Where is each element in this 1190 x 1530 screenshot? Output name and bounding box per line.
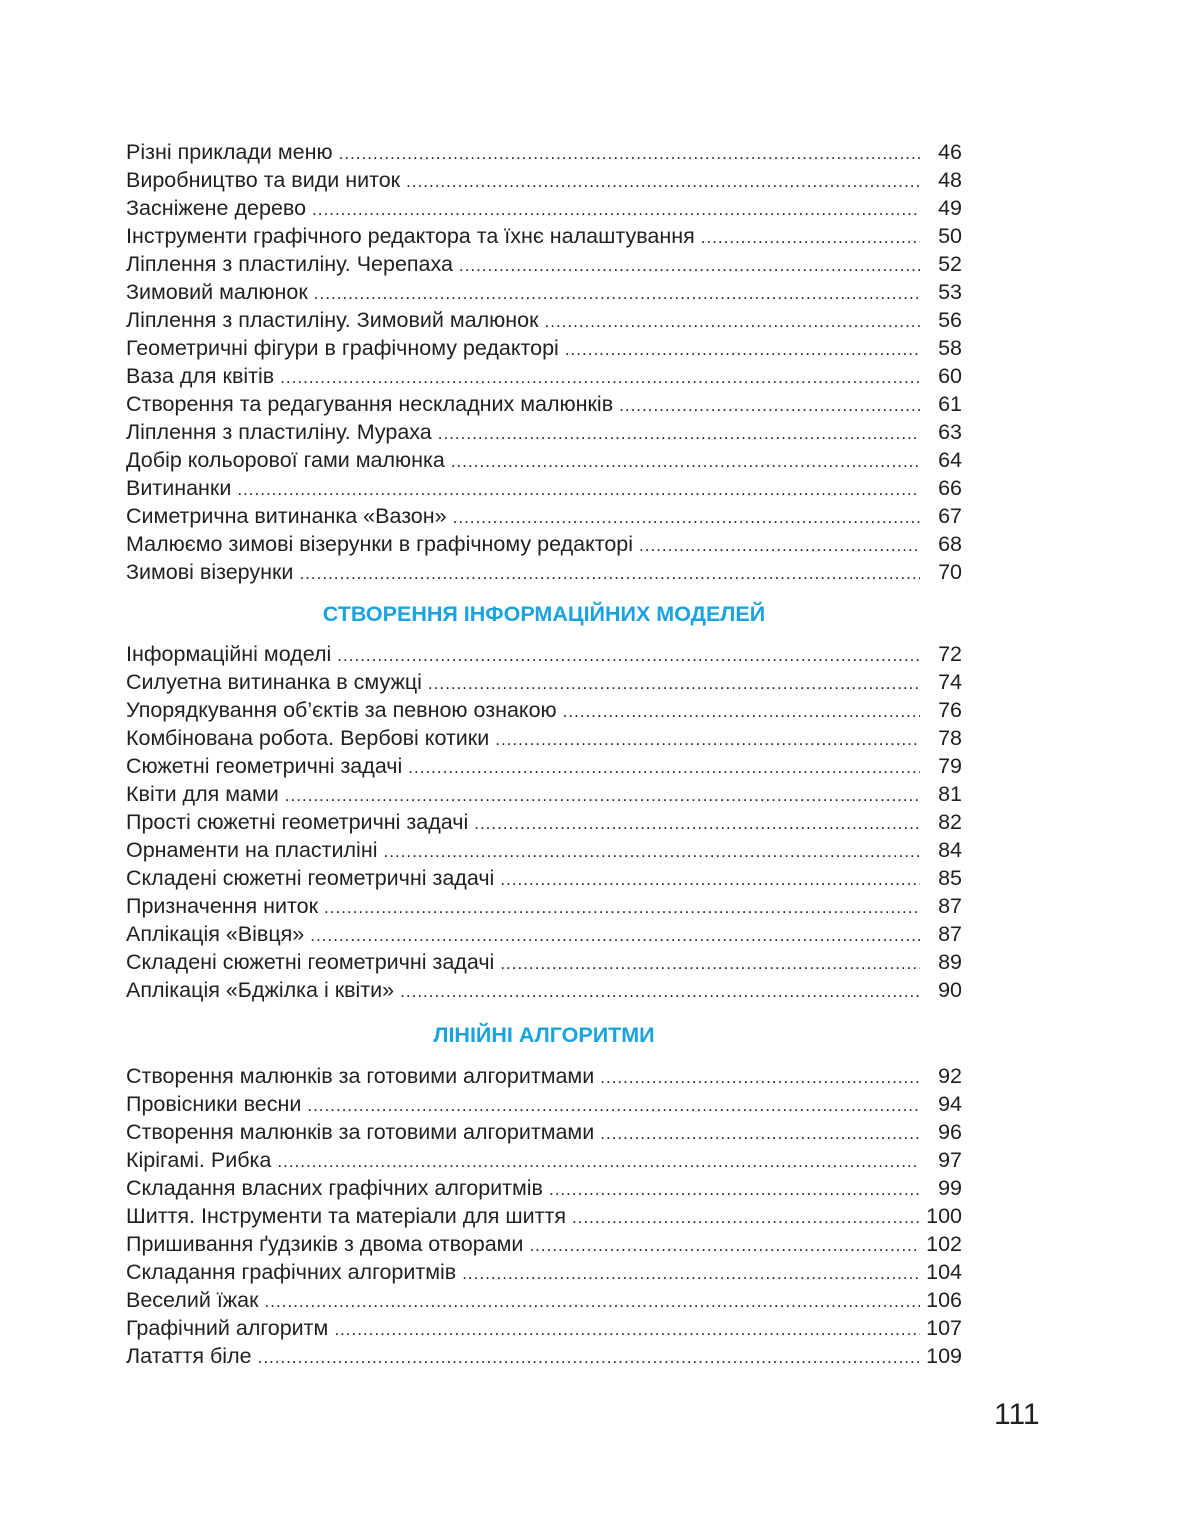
toc-entry (126, 306, 962, 334)
toc-entry-title: Зимові візерунки (126, 560, 294, 584)
dot-leader (495, 726, 920, 754)
toc-entry-page: 63 (938, 420, 962, 444)
toc-entry (126, 1286, 962, 1314)
toc-entry (126, 390, 962, 418)
toc-entry (126, 640, 962, 668)
dot-leader (500, 866, 920, 894)
toc-entry-page: 74 (938, 670, 962, 694)
toc-entry-title: Геометричні фігури в графічному редакторі (126, 336, 559, 360)
toc-entry (126, 474, 962, 502)
toc-entry-title: Силуетна витинанка в смужці (126, 670, 422, 694)
toc-entry (126, 836, 962, 864)
toc-entry-page: 100 (926, 1204, 962, 1228)
toc-entry-title: Прості сюжетні геометричні задачі (126, 810, 469, 834)
toc-entry-page: 53 (938, 280, 962, 304)
dot-leader (639, 532, 920, 560)
toc-entry-page: 102 (926, 1232, 962, 1256)
dot-leader (701, 224, 920, 252)
toc-entry-title: Сюжетні геометричні задачі (126, 754, 403, 778)
dot-leader (600, 1064, 920, 1092)
toc-entry-page: 87 (938, 922, 962, 946)
toc-entry (126, 138, 962, 166)
toc-entry-page: 89 (938, 950, 962, 974)
toc-entry-title: Виробництво та види ниток (126, 168, 401, 192)
toc-entry-page: 56 (938, 308, 962, 332)
toc-entry-page: 79 (938, 754, 962, 778)
dot-leader (299, 560, 920, 588)
dot-leader (285, 782, 920, 810)
section-heading-linear-algorithms: ЛІНІЙНІ АЛГОРИТМИ (433, 1023, 655, 1047)
toc-entry-page: 68 (938, 532, 962, 556)
toc-group-2 (126, 640, 962, 1004)
dot-leader (277, 1148, 920, 1176)
toc-entry-page: 61 (938, 392, 962, 416)
dot-leader (312, 196, 920, 224)
toc-entry (126, 278, 962, 306)
toc-entry-page: 107 (926, 1316, 962, 1340)
toc-entry-title: Ліплення з пластиліну. Зимовий малюнок (126, 308, 539, 332)
toc-entry (126, 864, 962, 892)
toc-entry-page: 64 (938, 448, 962, 472)
dot-leader (459, 252, 920, 280)
toc-entry-page: 67 (938, 504, 962, 528)
dot-leader (500, 950, 920, 978)
dot-leader (549, 1176, 920, 1204)
toc-entry-page: 49 (938, 196, 962, 220)
toc-entry-page: 50 (938, 224, 962, 248)
dot-leader (474, 810, 920, 838)
dot-leader (572, 1204, 920, 1232)
toc-entry-page: 84 (938, 838, 962, 862)
toc-entry-title: Складання власних графічних алгоритмів (126, 1176, 543, 1200)
dot-leader (383, 838, 920, 866)
toc-entry-title: Добір кольорової гами малюнка (126, 448, 445, 472)
toc-entry (126, 920, 962, 948)
dot-leader (600, 1120, 920, 1148)
toc-entry-title: Інструменти графічного редактора та їхнє налаштування (126, 224, 695, 248)
table-of-contents (126, 138, 962, 1370)
toc-entry (126, 558, 962, 586)
dot-leader (237, 476, 920, 504)
toc-entry-page: 70 (938, 560, 962, 584)
toc-entry-page: 109 (926, 1344, 962, 1368)
toc-entry (126, 976, 962, 1004)
dot-leader (314, 280, 920, 308)
toc-entry-page: 96 (938, 1120, 962, 1144)
toc-entry-page: 85 (938, 866, 962, 890)
toc-entry (126, 250, 962, 278)
dot-leader (565, 336, 920, 364)
dot-leader (438, 420, 920, 448)
dot-leader (337, 642, 920, 670)
toc-entry (126, 1090, 962, 1118)
toc-entry-page: 106 (926, 1288, 962, 1312)
dot-leader (619, 392, 920, 420)
dot-leader (462, 1260, 920, 1288)
dot-leader (406, 168, 920, 196)
toc-entry (126, 1230, 962, 1258)
dot-leader (400, 978, 920, 1006)
toc-entry-title: Кірігамі. Рибка (126, 1148, 272, 1172)
toc-entry-page: 48 (938, 168, 962, 192)
dot-leader (451, 448, 920, 476)
toc-entry-page: 72 (938, 642, 962, 666)
toc-entry-page: 52 (938, 252, 962, 276)
toc-entry-page: 81 (938, 782, 962, 806)
toc-entry (126, 222, 962, 250)
dot-leader (428, 670, 920, 698)
toc-entry-title: Графічний алгоритм (126, 1316, 329, 1340)
toc-entry (126, 1118, 962, 1146)
toc-entry (126, 446, 962, 474)
toc-entry-page: 92 (938, 1064, 962, 1088)
toc-entry (126, 724, 962, 752)
dot-leader (408, 754, 920, 782)
toc-entry (126, 1342, 962, 1370)
toc-entry-title: Шиття. Інструменти та матеріали для шиття (126, 1204, 566, 1228)
dot-leader (310, 922, 920, 950)
dot-leader (258, 1344, 920, 1372)
toc-entry-title: Створення та редагування нескладних малюнків (126, 392, 614, 416)
dot-leader (334, 1316, 920, 1344)
toc-entry (126, 1146, 962, 1174)
dot-leader (307, 1092, 920, 1120)
toc-entry-page: 87 (938, 894, 962, 918)
toc-entry-title: Комбінована робота. Вербові котики (126, 726, 490, 750)
toc-entry-title: Складені сюжетні геометричні задачі (126, 866, 495, 890)
toc-entry-page: 104 (926, 1260, 962, 1284)
toc-entry-title: Витинанки (126, 476, 232, 500)
toc-entry-title: Створення малюнків за готовими алгоритмами (126, 1120, 595, 1144)
toc-entry-page: 46 (938, 140, 962, 164)
toc-entry-title: Складені сюжетні геометричні задачі (126, 950, 495, 974)
toc-entry (126, 780, 962, 808)
toc-entry-page: 60 (938, 364, 962, 388)
toc-entry-title: Засніжене дерево (126, 196, 307, 220)
dot-leader (324, 894, 920, 922)
toc-entry-title: Ваза для квітів (126, 364, 275, 388)
toc-entry (126, 194, 962, 222)
toc-entry-title: Симетрична витинанка «Вазон» (126, 504, 447, 528)
toc-entry-title: Орнаменти на пластиліні (126, 838, 378, 862)
toc-entry (126, 1314, 962, 1342)
toc-entry-title: Створення малюнків за готовими алгоритмами (126, 1064, 595, 1088)
toc-entry-title: Різні приклади меню (126, 140, 333, 164)
toc-entry-page: 82 (938, 810, 962, 834)
toc-entry-title: Ліплення з пластиліну. Черепаха (126, 252, 453, 276)
toc-group-3 (126, 1062, 962, 1370)
toc-entry (126, 892, 962, 920)
toc-entry (126, 530, 962, 558)
toc-entry (126, 752, 962, 780)
toc-entry-title: Ліплення з пластиліну. Мураха (126, 420, 432, 444)
toc-entry (126, 362, 962, 390)
toc-entry-title: Зимовий малюнок (126, 280, 308, 304)
toc-entry (126, 1174, 962, 1202)
toc-entry-page: 76 (938, 698, 962, 722)
section-heading-information-models: СТВОРЕННЯ ІНФОРМАЦІЙНИХ МОДЕЛЕЙ (322, 602, 766, 626)
toc-entry (126, 668, 962, 696)
toc-entry-title: Провісники весни (126, 1092, 302, 1116)
dot-leader (453, 504, 920, 532)
toc-entry (126, 1258, 962, 1286)
toc-entry-title: Аплікація «Бджілка і квіти» (126, 978, 395, 1002)
toc-entry-page: 66 (938, 476, 962, 500)
toc-entry-title: Веселий їжак (126, 1288, 259, 1312)
toc-entry (126, 166, 962, 194)
toc-entry-title: Пришивання ґудзиків з двома отворами (126, 1232, 524, 1256)
toc-entry-page: 97 (938, 1148, 962, 1172)
dot-leader (563, 698, 920, 726)
page-number: 111 (994, 1398, 1040, 1431)
toc-entry-title: Складання графічних алгоритмів (126, 1260, 457, 1284)
toc-entry-page: 99 (938, 1176, 962, 1200)
dot-leader (339, 140, 920, 168)
toc-entry-title: Упорядкування об’єктів за певною ознакою (126, 698, 557, 722)
toc-group-1 (126, 138, 962, 586)
dot-leader (529, 1232, 920, 1260)
toc-entry-title: Призначення ниток (126, 894, 319, 918)
toc-entry (126, 502, 962, 530)
toc-entry (126, 696, 962, 724)
toc-entry (126, 808, 962, 836)
toc-entry-page: 94 (938, 1092, 962, 1116)
toc-entry (126, 334, 962, 362)
toc-entry (126, 948, 962, 976)
toc-entry-page: 78 (938, 726, 962, 750)
toc-entry (126, 1202, 962, 1230)
toc-entry-title: Квіти для мами (126, 782, 279, 806)
dot-leader (265, 1288, 920, 1316)
dot-leader (280, 364, 920, 392)
toc-entry-title: Малюємо зимові візерунки в графічному редакторі (126, 532, 634, 556)
toc-entry-title: Інформаційні моделі (126, 642, 332, 666)
dot-leader (545, 308, 920, 336)
toc-entry-page: 90 (938, 978, 962, 1002)
toc-entry-title: Аплікація «Вівця» (126, 922, 305, 946)
toc-entry-title: Латаття біле (126, 1344, 252, 1368)
toc-entry (126, 1062, 962, 1090)
toc-entry (126, 418, 962, 446)
toc-entry-page: 58 (938, 336, 962, 360)
